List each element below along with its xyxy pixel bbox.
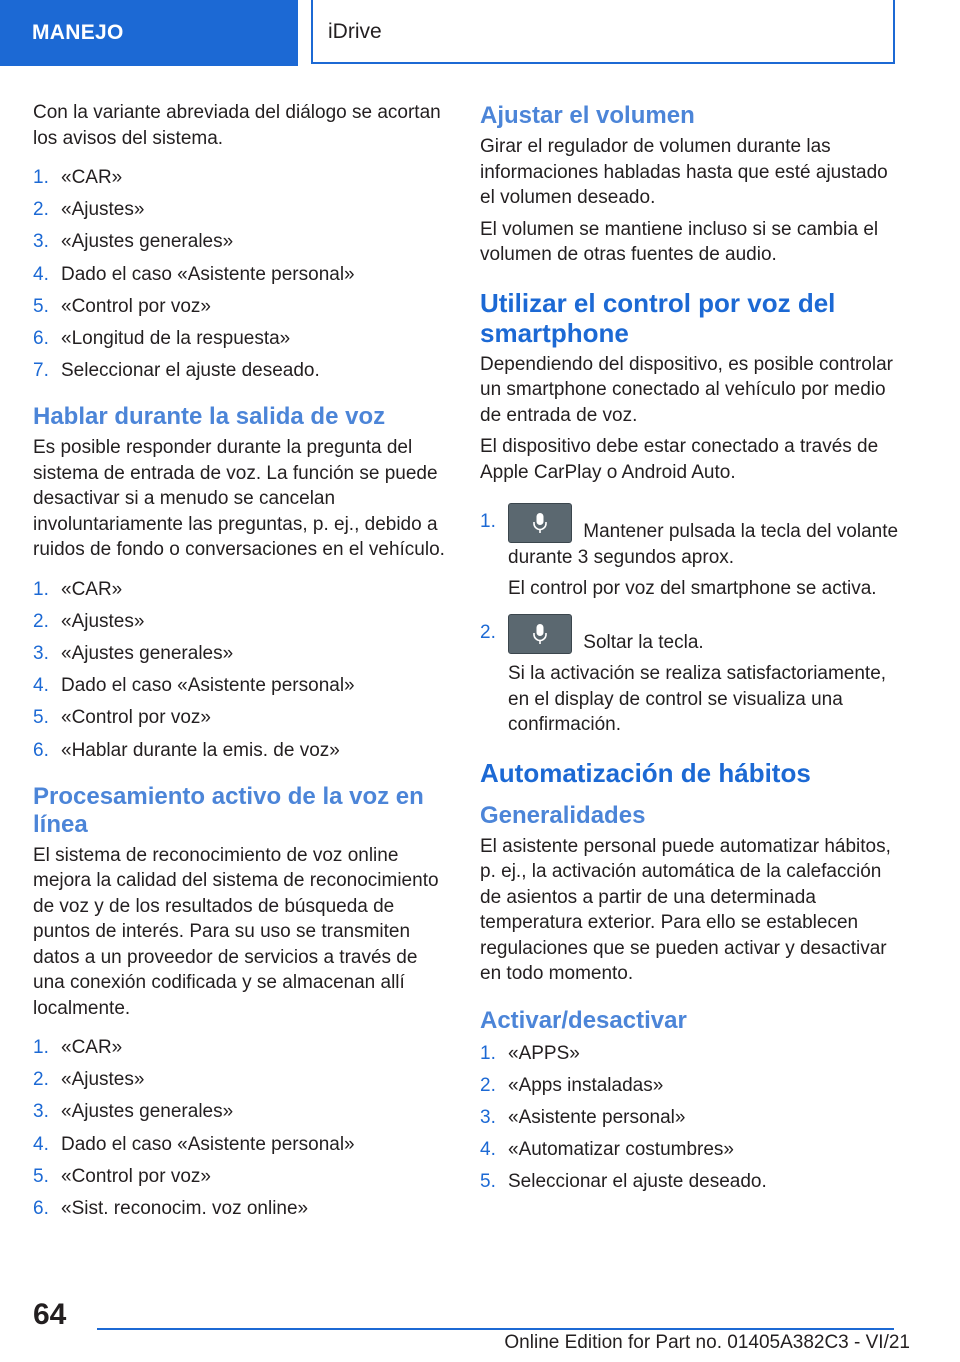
- intro-paragraph: Con la variante abreviada del diálogo se acortan los avisos del sistema.: [33, 102, 441, 149]
- heading-online-voice: Procesamiento activo de la voz en línea: [33, 782, 424, 838]
- list-item: 6. «Sist. reconocim. voz online»: [33, 1198, 309, 1219]
- list-item: 3. «Asistente personal»: [480, 1106, 686, 1128]
- online-paragraph: El sistema de reconocimiento de voz online mejora la calidad del sistema de reconocimiento de voz y de los resultados de búsqueda de puntos de interés. Para su uso se transmiten datos a un proveedor de servicios a través de una conexión codificada y se almacenan allí localmente.: [33, 844, 439, 1019]
- list-item: 1. «APPS»: [480, 1042, 580, 1064]
- list-item: 1. «CAR»: [33, 578, 123, 600]
- microphone-icon: [532, 512, 548, 534]
- list-item: 2. «Apps instaladas»: [480, 1074, 664, 1096]
- list-item: 2. «Ajustes»: [33, 1069, 145, 1091]
- list-item: 4. Dado el caso «Asistente personal»: [33, 1133, 355, 1155]
- list-item: 5. «Control por voz»: [33, 295, 211, 317]
- right-column: [480, 102, 900, 1201]
- heading-habits: Automatización de hábitos: [480, 757, 811, 788]
- volume-paragraph-1: Girar el regulador de volumen durante las informaciones habladas hasta que esté ajustado el volumen deseado.: [480, 136, 888, 208]
- list-item: 3. «Ajustes generales»: [33, 231, 234, 253]
- steps-list-online: [33, 1035, 448, 1221]
- voice-button-image: [508, 614, 572, 654]
- list-item: 2. «Ajustes»: [33, 199, 145, 221]
- list-item: 5. «Control por voz»: [33, 707, 211, 729]
- chapter-title: iDrive: [311, 0, 895, 64]
- list-item: 1. «CAR»: [33, 1037, 123, 1059]
- page-header: [0, 0, 960, 66]
- smartphone-steps: [480, 503, 900, 738]
- volume-paragraph-2: El volumen se mantiene incluso si se cambia el volumen de otras fuentes de audio.: [480, 218, 879, 265]
- list-item: 5. Seleccionar el ajuste deseado.: [480, 1171, 767, 1193]
- footer-divider: [97, 1328, 894, 1330]
- list-item: 3. «Ajustes generales»: [33, 1101, 234, 1123]
- step-result: Si la activación se realiza satisfactoriamente, en el display de control se visualiza una confirmación.: [508, 663, 887, 735]
- step-result: El control por voz del smartphone se activa.: [508, 578, 877, 599]
- list-item: 4. Dado el caso «Asistente personal»: [33, 675, 355, 697]
- heading-talk-during-voice: Hablar durante la salida de voz: [33, 403, 386, 431]
- list-item: 1. Mantener pulsada la tecla del volante durante 3 segundos aprox. El control por voz del smartphone se activa.: [480, 503, 900, 602]
- heading-volume: Ajustar el volumen: [480, 102, 695, 129]
- voice-button-image: [508, 503, 572, 543]
- smartphone-paragraph-1: Dependiendo del dispositivo, es posible controlar un smartphone conectado al vehículo por medio de entrada de voz.: [480, 353, 893, 426]
- list-item: 5. «Control por voz»: [33, 1165, 211, 1187]
- heading-general: Generalidades: [480, 801, 646, 829]
- steps-list-activate: [480, 1041, 900, 1195]
- talk-paragraph: Es posible responder durante la pregunta del sistema de entrada de voz. La función se puede desactivar si a menudo se cancelan involuntariamente las preguntas, p. ej., debido a ruidos de fondo o conversaciones en el vehículo.: [33, 437, 445, 561]
- page-number: 64: [33, 1298, 67, 1331]
- list-item: 4. «Automatizar costumbres»: [480, 1139, 734, 1161]
- heading-activate: Activar/desactivar: [480, 1006, 687, 1034]
- steps-list-talk: [33, 577, 448, 763]
- list-item: 1. «CAR»: [33, 167, 123, 188]
- list-item: 6. «Hablar durante la emis. de voz»: [33, 739, 340, 761]
- microphone-icon: [532, 623, 548, 645]
- left-column: [33, 100, 448, 1228]
- list-item: 4. Dado el caso «Asistente personal»: [33, 263, 355, 285]
- list-item: 3. «Ajustes generales»: [33, 643, 234, 664]
- list-item: 6. «Longitud de la respuesta»: [33, 327, 291, 349]
- steps-list-short-dialog: [33, 165, 448, 383]
- heading-smartphone-voice: Utilizar el control por voz del smartphone: [480, 287, 836, 348]
- edition-text: Online Edition for Part no. 01405A382C3 - VI/21: [504, 1332, 910, 1353]
- list-item: 2. Soltar la tecla. Si la activación se realiza satisfactoriamente, en el display de control se visualiza una confirmación.: [480, 614, 900, 738]
- section-title: MANEJO: [0, 0, 298, 66]
- smartphone-paragraph-2: El dispositivo debe estar conectado a través de Apple CarPlay o Android Auto.: [480, 436, 879, 483]
- general-paragraph: El asistente personal puede automatizar hábitos, p. ej., la activación automática de la calefacción de asientos a partir de una determinada temperatura exterior. Para ello se establecen regulaciones que se pueden activar y desactivar en todo momento.: [480, 835, 891, 984]
- list-item: 2. «Ajustes»: [33, 610, 145, 632]
- list-item: 7. Seleccionar el ajuste deseado.: [33, 360, 320, 382]
